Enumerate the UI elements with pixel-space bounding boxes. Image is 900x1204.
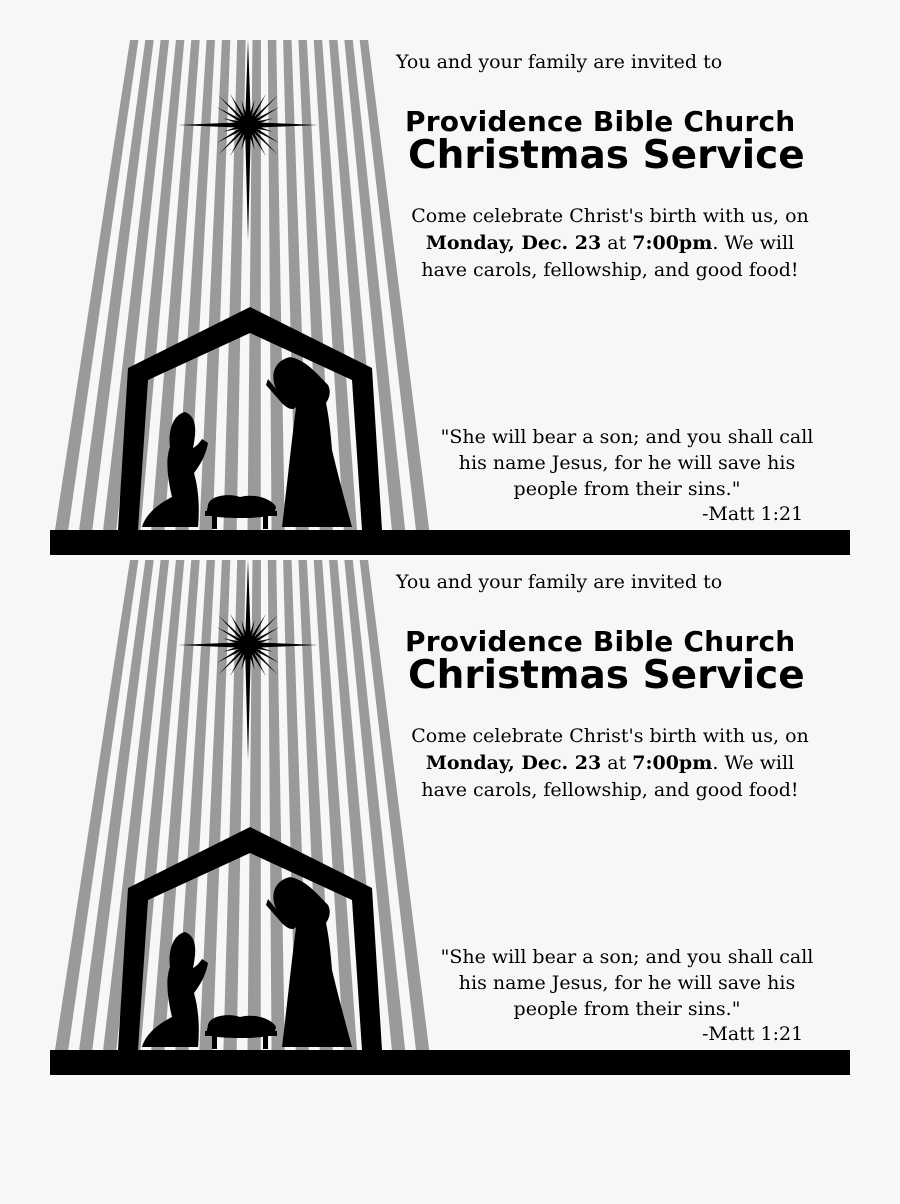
scripture-reference: -Matt 1:21 [702, 503, 804, 525]
church-name: Providence Bible Church [405, 625, 796, 658]
scripture-quote [432, 424, 822, 502]
event-title: Christmas Service [408, 133, 805, 178]
verse-line-1: "She will bear a son; and you shall call [440, 946, 814, 968]
scripture-quote [432, 944, 822, 1022]
flyer-1 [0, 35, 900, 555]
event-time: 7:00pm [632, 752, 713, 774]
verse-line-2: his name Jesus, for he will save his [458, 972, 796, 994]
nativity-illustration [0, 35, 450, 555]
details-line-3: have carols, fellowship, and good food! [421, 779, 799, 801]
mary-silhouette [142, 412, 208, 527]
event-date: Monday, Dec. 23 [425, 232, 602, 254]
invite-line: You and your family are invited to [396, 571, 723, 593]
manger-silhouette [205, 1015, 277, 1049]
manger-silhouette [205, 495, 277, 529]
details-at: at [601, 232, 633, 254]
details-line-1: Come celebrate Christ's birth with us, on [411, 725, 809, 747]
ground-bar [50, 530, 850, 555]
light-ray [268, 40, 285, 530]
event-details [400, 723, 820, 804]
nativity-illustration [0, 555, 450, 1075]
verse-line-1: "She will bear a son; and you shall call [440, 426, 814, 448]
ground-bar [50, 1050, 850, 1075]
details-at: at [601, 752, 633, 774]
invite-line: You and your family are invited to [396, 51, 723, 73]
details-line-3: have carols, fellowship, and good food! [421, 259, 799, 281]
event-date: Monday, Dec. 23 [425, 752, 602, 774]
mary-silhouette [142, 932, 208, 1047]
details-line-2-rest: . We will [712, 752, 795, 774]
verse-line-2: his name Jesus, for he will save his [458, 452, 796, 474]
details-line-1: Come celebrate Christ's birth with us, on [411, 205, 809, 227]
church-name: Providence Bible Church [405, 105, 796, 138]
scripture-reference: -Matt 1:21 [702, 1023, 804, 1045]
details-line-2-rest: . We will [712, 232, 795, 254]
verse-line-3: people from their sins." [513, 998, 741, 1020]
event-time: 7:00pm [632, 232, 713, 254]
event-title: Christmas Service [408, 653, 805, 698]
event-details [400, 203, 820, 284]
light-ray [268, 560, 285, 1050]
flyer-2 [0, 555, 900, 1075]
verse-line-3: people from their sins." [513, 478, 741, 500]
